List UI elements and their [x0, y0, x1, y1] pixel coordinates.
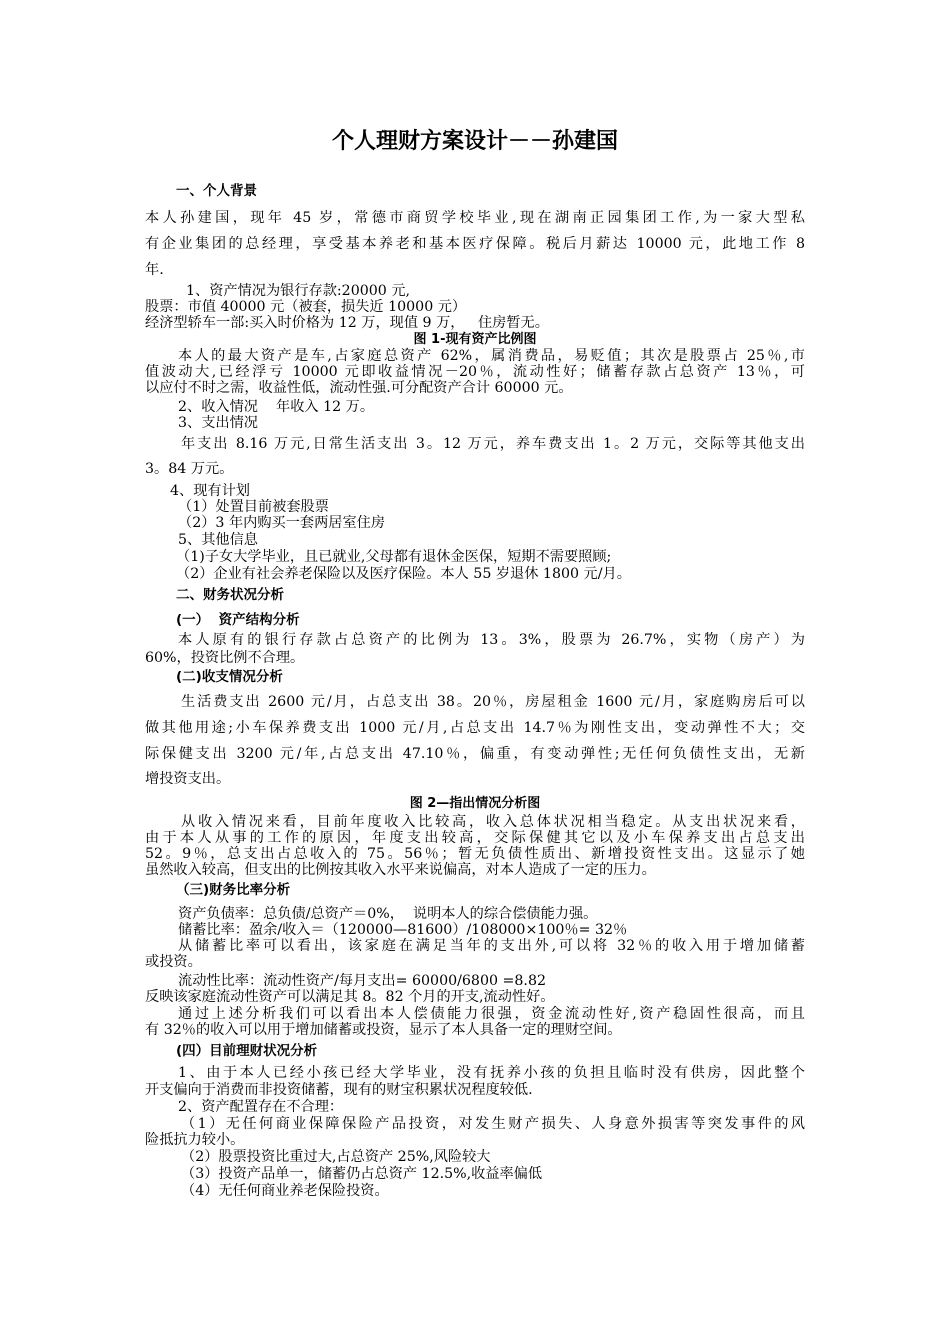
list-item: （2）企业有社会养老保险以及医疗保险。本人 55 岁退休 1800 元/月。	[176, 566, 631, 582]
paragraph-line: 年.	[145, 262, 164, 278]
paragraph-line: （1）无任何商业保障保险产品投资，对发生财产损失、人身意外损害等突发事件的风	[181, 1116, 805, 1132]
paragraph-line: 流动性比率：流动性资产/每月支出= 60000/6800 =8.82	[178, 973, 546, 989]
list-item: （2）股票投资比重过大,占总资产 25%,风险较大	[181, 1149, 491, 1165]
paragraph-line: 1、由于本人已经小孩已经大学毕业，没有抚养小孩的负担且临时没有供房，因此整个	[178, 1065, 805, 1081]
list-item: （3）投资产品单一，储蓄仍占总资产 12.5%,收益率偏低	[181, 1166, 543, 1182]
paragraph-line: 从储蓄比率可以看出，该家庭在满足当年的支出外,可以将 32％的收入用于增加储蓄	[178, 938, 805, 954]
figure-caption-2: 图 2—指出情况分析图	[409, 796, 541, 811]
paragraph-line: 险抵抗力较小。	[145, 1132, 245, 1148]
paragraph-line: 从收入情况来看，目前年度收入比较高，收入总体状况相当稳定。从支出状况来看，	[181, 814, 805, 830]
paragraph-line: 有 32％的收入可以用于增加储蓄或投资，显示了本人具备一定的理财空间。	[145, 1022, 622, 1038]
paragraph-line: 虽然收入较高，但支出的比例按其收入水平来说偏高，对本人造成了一定的压力。	[145, 862, 656, 878]
paragraph-line: 反映该家庭流动性资产可以满足其 8。82 个月的开支,流动性好。	[145, 989, 555, 1005]
subsection-heading: (四）目前理财状况分析	[176, 1043, 318, 1059]
paragraph-line: 储蓄比率：盈余/收入＝（120000—81600）/108000×100％= 32％	[178, 922, 628, 938]
paragraph-line: 际保健支出 3200 元/年,占总支出 47.10％，偏重，有变动弹性;无任何负债性支出，无新	[145, 746, 805, 762]
paragraph-line: 52。9％，总支出占总收入的 75。56％；暂无负债性质出、新增投资性支出。这显示了她	[145, 846, 805, 862]
paragraph-line: 本人孙建国，现年 45 岁，常德市商贸学校毕业,现在湖南正园集团工作,为一家大型私	[145, 210, 805, 226]
paragraph-line: 3。84 万元。	[145, 461, 234, 477]
paragraph-line: 本人原有的银行存款占总资产的比例为 13。3%，股票为 26.7%，实物（房产）为	[178, 632, 805, 648]
paragraph-line: 开支偏向于消费而非投资储蓄，现有的财宝积累状况程度较低.	[145, 1082, 533, 1098]
paragraph-line: 值波动大,已经浮亏 10000 元即收益情况－20％，流动性好；储蓄存款占总资产 13％，可	[145, 364, 805, 380]
paragraph-line: 有企业集团的总经理，享受基本养老和基本医疗保障。税后月薪达 10000 元，此地工作 8	[145, 236, 805, 252]
paragraph-line: 5、其他信息	[178, 532, 258, 548]
paragraph-line: 股票：市值 40000 元（被套，损失近 10000 元）	[145, 299, 467, 315]
paragraph-line: 生活费支出 2600 元/月，占总支出 38。20％，房屋租金 1600 元/月，家庭购房后可以	[181, 694, 805, 710]
paragraph-line: 2、资产配置存在不合理：	[178, 1099, 344, 1115]
list-item: （4）无任何商业养老保险投资。	[181, 1183, 389, 1199]
paragraph-line: 经济型轿车一部:买入时价格为 12 万，现值 9 万， 住房暂无。	[145, 315, 549, 331]
paragraph-line: 做其他用途;小车保养费支出 1000 元/月,占总支出 14.7％为刚性支出，变动弹性不大；交	[145, 720, 805, 736]
figure-caption-1: 图 1-现有资产比例图	[413, 332, 537, 347]
list-item: （1）处置目前被套股票	[178, 499, 329, 515]
paragraph-line: 由于本人从事的工作的原因，年度支出较高，交际保健其它以及小车保养支出占总支出	[145, 830, 805, 846]
paragraph-line: 60%，投资比例不合理。	[145, 650, 305, 666]
paragraph-line: 年支出 8.16 万元,日常生活支出 3。12 万元，养车费支出 1。2 万元，交际等其他支出	[181, 436, 805, 452]
section-heading-financial-analysis: 二、财务状况分析	[176, 587, 284, 603]
paragraph-line: 本人的最大资产是车,占家庭总资产 62%，属消费品，易贬值；其次是股票占 25％,市	[178, 348, 805, 364]
paragraph-line: 增投资支出。	[145, 771, 231, 787]
subsection-heading: (一） 资产结构分析	[176, 612, 300, 628]
paragraph-line: 以应付不时之需，收益性低，流动性强.可分配资产合计 60000 元。	[145, 380, 573, 396]
paragraph-line: 2、收入情况 年收入 12 万。	[178, 399, 375, 415]
list-item: （2）3 年内购买一套两居室住房	[178, 515, 386, 531]
section-heading-personal-background: 一、个人背景	[176, 183, 257, 199]
list-item: （1)子女大学毕业，且已就业,父母都有退休金医保，短期不需要照顾;	[176, 549, 612, 565]
subsection-heading: (二)收支情况分析	[176, 669, 283, 685]
paragraph-line: 1、资产情况为银行存款:20000 元,	[186, 283, 411, 299]
paragraph-line: 3、支出情况	[178, 415, 258, 431]
document-title: 个人理财方案设计－－孙建国	[331, 129, 618, 154]
paragraph-line: 或投资。	[145, 954, 202, 970]
subsection-heading: （三)财务比率分析	[176, 882, 291, 898]
paragraph-line: 通过上述分析我们可以看出本人偿债能力很强，资金流动性好,资产稳固性很高，而且	[178, 1006, 805, 1022]
paragraph-line: 4、现有计划	[170, 483, 250, 499]
paragraph-line: 资产负债率：总负债/总资产＝0%， 说明本人的综合偿债能力强。	[178, 906, 598, 922]
